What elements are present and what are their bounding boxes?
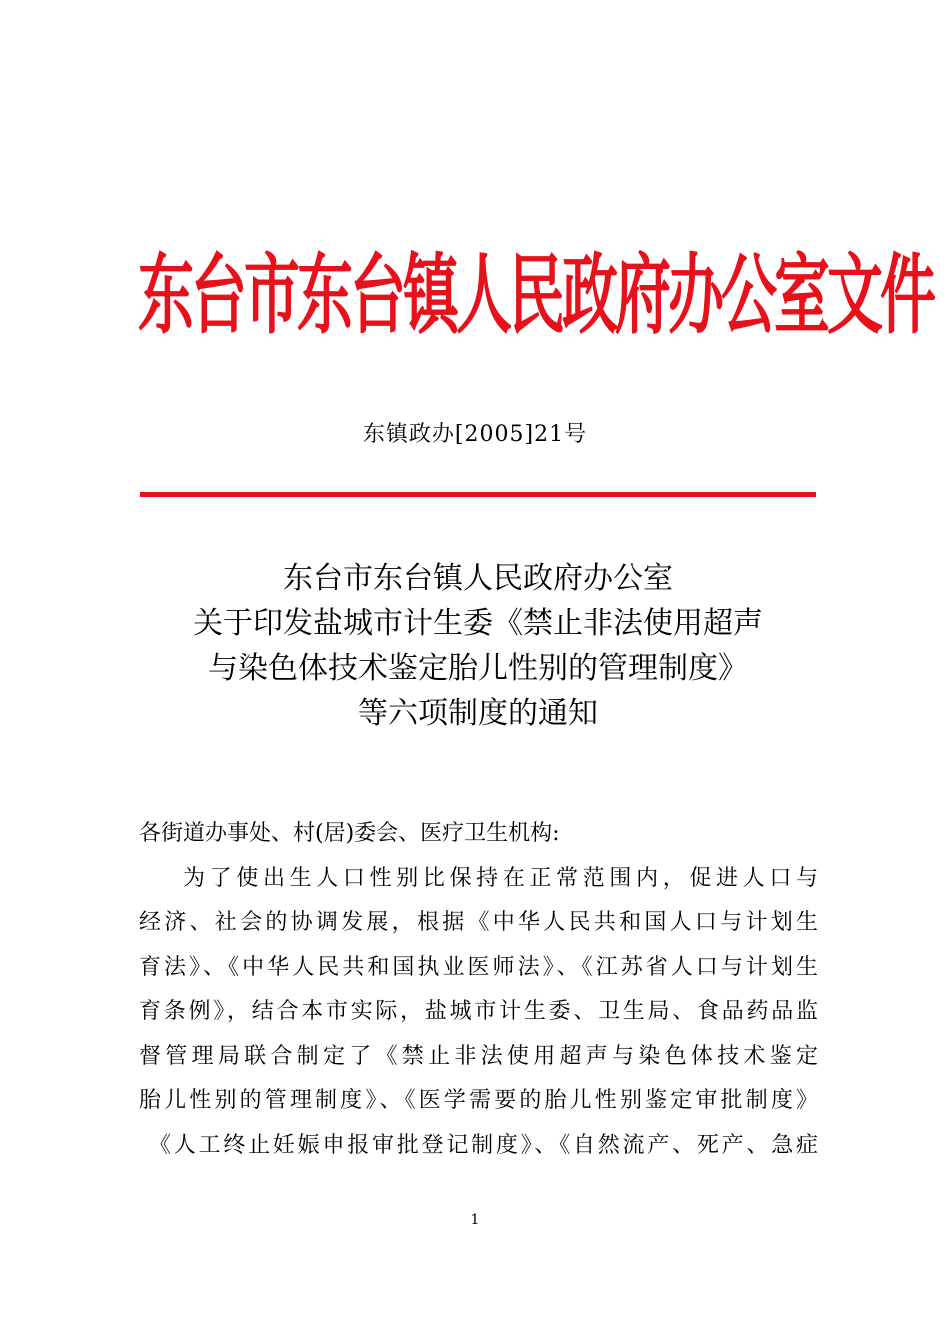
paragraph-line: 为了使出生人口性别比保持在正常范围内，促进人口与	[183, 865, 819, 891]
notice-title-line: 东台市东台镇人民政府办公室	[283, 561, 673, 596]
notice-body	[139, 812, 819, 1168]
paragraph-line: 育条例》，结合本市实际，盐城市计生委、卫生局、食品药品监	[139, 999, 819, 1024]
paragraph-line: 督管理局联合制定了《禁止非法使用超声与染色体技术鉴定	[139, 1043, 819, 1069]
salutation: 各街道办事处、村(居)委会、医疗卫生机构:	[139, 821, 560, 846]
document-number: 东镇政办[2005]21号	[362, 422, 588, 447]
notice-title-line: 关于印发盐城市计生委《禁止非法使用超声	[193, 606, 763, 641]
notice-title	[120, 556, 836, 736]
red-divider-rule	[140, 492, 816, 497]
page-number: 1	[470, 1212, 480, 1228]
paragraph-line: 《人工终止妊娠申报审批登记制度》、《自然流产、死产、急症	[149, 1132, 819, 1158]
paragraph-line: 经济、社会的协调发展，根据《中华人民共和国人口与计划生	[139, 910, 819, 935]
notice-title-line: 等六项制度的通知	[358, 696, 598, 731]
masthead-title: 东台市东台镇人民政府办公室文件	[138, 245, 933, 347]
notice-title-line: 与染色体技术鉴定胎儿性别的管理制度》	[208, 651, 748, 686]
paragraph-line: 胎儿性别的管理制度》、《医学需要的胎儿性别鉴定审批制度》	[139, 1088, 819, 1113]
paragraph-line: 育法》、《中华人民共和国执业医师法》、《江苏省人口与计划生	[139, 954, 819, 980]
